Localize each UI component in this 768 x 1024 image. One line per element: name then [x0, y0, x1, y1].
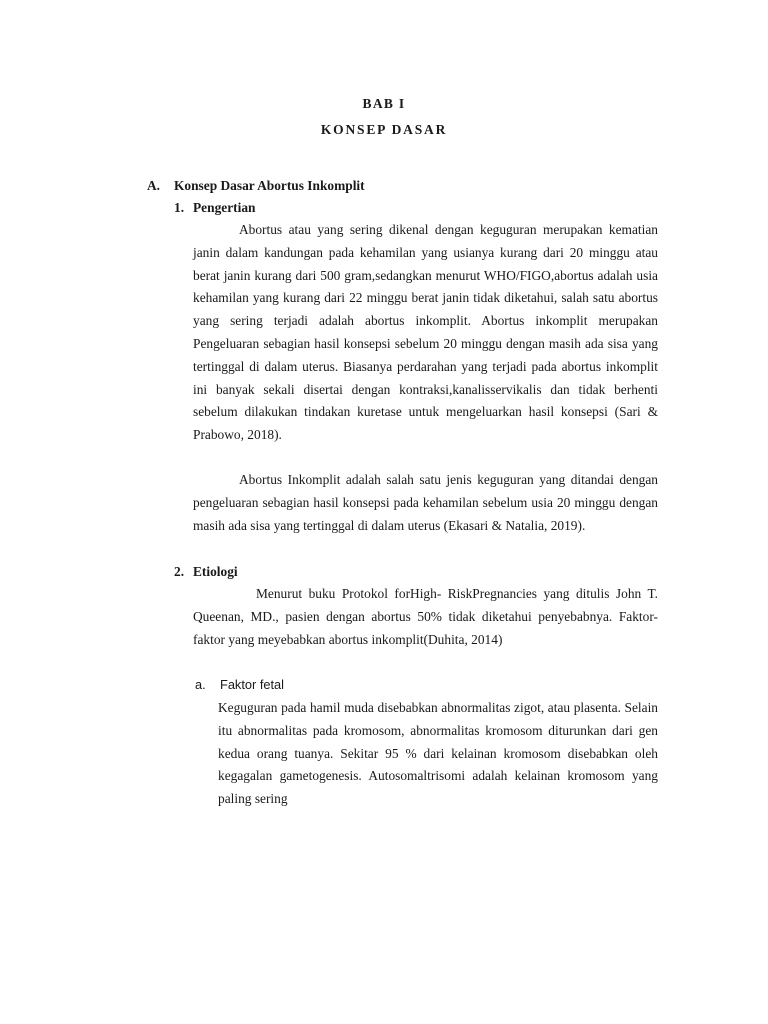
subsection-2-marker: 2.: [174, 564, 185, 579]
definition-paragraph-1: Abortus atau yang sering dikenal dengan keguguran merupakan kematian janin dalam kandungan pada kehamilan yang usianya kurang dari 20 minggu atau berat janin kurang dari 500 gram,sedangkan menurut WHO/FIGO,abortus adalah usia kehamilan yang kurang dari 22 minggu berat janin tidak diketahui, salah satu abortus yang sering terjadi adalah abortus inkomplit. Abortus inkomplit merupakan Pengeluaran sebagian hasil konsepsi sebelum 20 minggu dengan masih ada sisa yang tertinggal di dalam uterus. Biasanya perdarahan yang terjadi pada abortus inkomplit ini banyak sekali disertai dengan kontraksi,kanalisservikalis dan tidak berhenti sebelum dilakukan tindakan kuretase untuk mengeluarkan hasil konsepsi (Sari & Prabowo, 2018).: [193, 222, 658, 443]
etiology-paragraph: Menurut buku Protokol forHigh- RiskPregnancies yang ditulis John T. Queenan, MD., pasien dengan abortus 50% tidak diketahui penyebabnya. Faktor-faktor yang meyebabkan abortus inkomplit(Duhita, 2014): [193, 586, 658, 647]
chapter-number: BAB I: [362, 96, 406, 111]
subsection-1-marker: 1.: [174, 200, 185, 215]
definition-paragraph-2: Abortus Inkomplit adalah salah satu jenis keguguran yang ditandai dengan pengeluaran sebagian hasil konsepsi pada kehamilan sebelum usia 20 minggu dengan masih ada sisa yang tertinggal di dalam uterus (Ekasari & Natalia, 2019).: [193, 472, 658, 533]
section-marker: A.: [147, 178, 161, 193]
subsection-1-title: Pengertian: [193, 200, 256, 215]
item-a-marker: a.: [195, 677, 206, 692]
item-a-text: Keguguran pada hamil muda disebabkan abnormalitas zigot, atau plasenta. Selain itu abnormalitas pada kromosom, abnormalitas kromosom diturunkan dari gen kedua orang tuanya. Sekitar 95 % dari kelainan kromosom disebabkan oleh kegagalan gametogenesis. Autosomaltrisomi adalah kelainan kromosom yang paling sering: [218, 700, 658, 807]
chapter-title: KONSEP DASAR: [320, 122, 448, 137]
section-title: Konsep Dasar Abortus Inkomplit: [174, 178, 365, 193]
item-a-title: Faktor fetal: [220, 677, 285, 692]
subsection-2-title: Etiologi: [193, 564, 238, 579]
